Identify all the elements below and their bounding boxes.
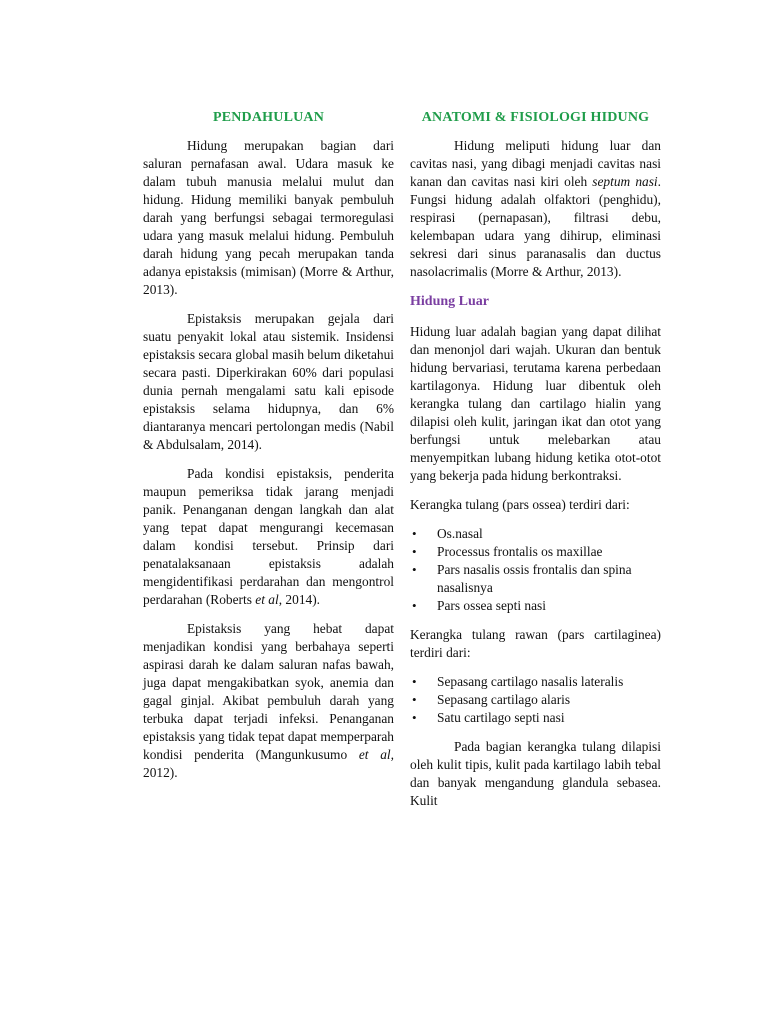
paragraph: Epistaksis merupakan gejala dari suatu penyakit lokal atau sistemik. Insidensi epistaksis secara global masih belum diketahui secara pasti. Diperkirakan 60% dari populasi dunia pernah mengalami satu kali episode epistaksis selama hidupnya, dan 6% diantaranya mencari pertolongan medis (Nabil & Abdulsalam, 2014). xyxy=(143,311,395,452)
paragraph xyxy=(143,620,394,782)
list-item-text: Pars nasalis ossis frontalis dan spina nasalisnya xyxy=(437,562,632,595)
list-item xyxy=(410,597,661,615)
bullet-icon: • xyxy=(412,674,417,689)
list-item-text: Os.nasal xyxy=(437,526,483,541)
list-item-text: Satu cartilago septi nasi xyxy=(437,710,565,725)
right-column xyxy=(410,108,661,821)
list-item xyxy=(410,691,661,709)
section-heading-anatomi: ANATOMI & FISIOLOGI HIDUNG xyxy=(421,110,650,125)
paragraph-text: . Fungsi hidung adalah olfaktori (penghidu), respirasi (pernapasan), filtrasi debu, kelembapan udara yang dihirup, eliminasi sekresi dari sinus paranasalis dan ductus nasolacrimalis (Morre & Arthur, 2013). xyxy=(410,174,661,279)
bullet-icon: • xyxy=(412,710,417,725)
paragraph-text: Pada kondisi epistaksis, penderita maupun pemeriksa tidak jarang menjadi panik. Penanganan dengan langkah dan alat yang tepat dapat mengurangi kecemasan dalam kondisi tersebut. Prinsip dari penatalaksanaan epistaksis adalah mengidentifikasi perdarahan dan mengontrol perdarahan (Roberts xyxy=(143,466,394,607)
paragraph xyxy=(410,137,661,281)
subheading-hidung-luar: Hidung Luar xyxy=(410,294,489,309)
italic-term: septum nasi xyxy=(592,174,658,189)
paragraph-text: Epistaksis yang hebat dapat menjadikan kondisi yang berbahaya seperti aspirasi darah ke dalam saluran nafas bawah, juga dapat mengakibatkan syok, anemia dan gagal ginjal. Akibat pembuluh darah yang terbuka dapat terjadi infeksi. Penanganan epistaksis yang tidak tepat dapat memperparah kondisi penderita (Mangunkusumo xyxy=(143,621,394,762)
section-heading-pendahuluan: PENDAHULUAN xyxy=(212,110,325,125)
list-item xyxy=(410,709,661,727)
list-item-text: Pars ossea septi nasi xyxy=(437,598,546,613)
italic-citation: et al, xyxy=(358,747,394,762)
paragraph: Pada bagian kerangka tulang dilapisi oleh kulit tipis, kulit pada kartilago labih tebal dan banyak mengandung glandula sebasea. Kulit xyxy=(410,739,661,808)
list-item-text: Sepasang cartilago alaris xyxy=(437,692,571,707)
paragraph-text: Hidung meliputi hidung luar dan cavitas nasi, yang dibagi menjadi cavitas nasi kanan dan cavitas nasi kiri oleh xyxy=(410,138,661,189)
list-item-text: Processus frontalis os maxillae xyxy=(437,544,603,559)
list-item xyxy=(410,561,661,597)
bullet-list-pars-ossea xyxy=(410,525,661,615)
bullet-icon: • xyxy=(412,598,417,613)
list-item xyxy=(410,525,661,543)
bullet-icon: • xyxy=(412,544,417,559)
list-item-text: Sepasang cartilago nasalis lateralis xyxy=(437,674,624,689)
list-item xyxy=(410,543,661,561)
list-item xyxy=(410,673,661,691)
paragraph: Kerangka tulang rawan (pars cartilaginea) terdiri dari: xyxy=(410,627,661,660)
italic-citation: et al xyxy=(255,592,279,607)
paragraph: Hidung luar adalah bagian yang dapat dilihat dan menonjol dari wajah. Ukuran dan bentuk hidung bervariasi, terutama karena perbedaan kartilagonya. Hidung luar dibentuk oleh kerangka tulang dan cartilago hialin yang dilapisi oleh kulit, jaringan ikat dan otot yang berfungsi untuk melebarkan atau menyempitkan lubang hidung ketika otot-otot yang bekerja pada hidung berkontraksi. xyxy=(410,324,661,483)
bullet-list-pars-cartilaginea xyxy=(410,673,661,727)
bullet-icon: • xyxy=(412,692,417,707)
paragraph-text: , 2014). xyxy=(278,592,321,607)
paragraph: Hidung merupakan bagian dari saluran pernafasan awal. Udara masuk ke dalam tubuh manusia melalui mulut dan hidung. Hidung memiliki banyak pembuluh darah yang berfungsi sebagai termoregulasi udara yang masuk melalui hidung. Pembuluh darah hidung yang pecah merupakan tanda adanya epistaksis (mimisan) (Morre & Arthur, 2013). xyxy=(143,138,394,297)
paragraph: Kerangka tulang (pars ossea) terdiri dari: xyxy=(410,497,630,512)
paragraph xyxy=(143,465,394,609)
left-column xyxy=(143,108,394,793)
bullet-icon: • xyxy=(412,562,417,577)
bullet-icon: • xyxy=(412,526,417,541)
paragraph-text: 2012). xyxy=(143,765,178,780)
